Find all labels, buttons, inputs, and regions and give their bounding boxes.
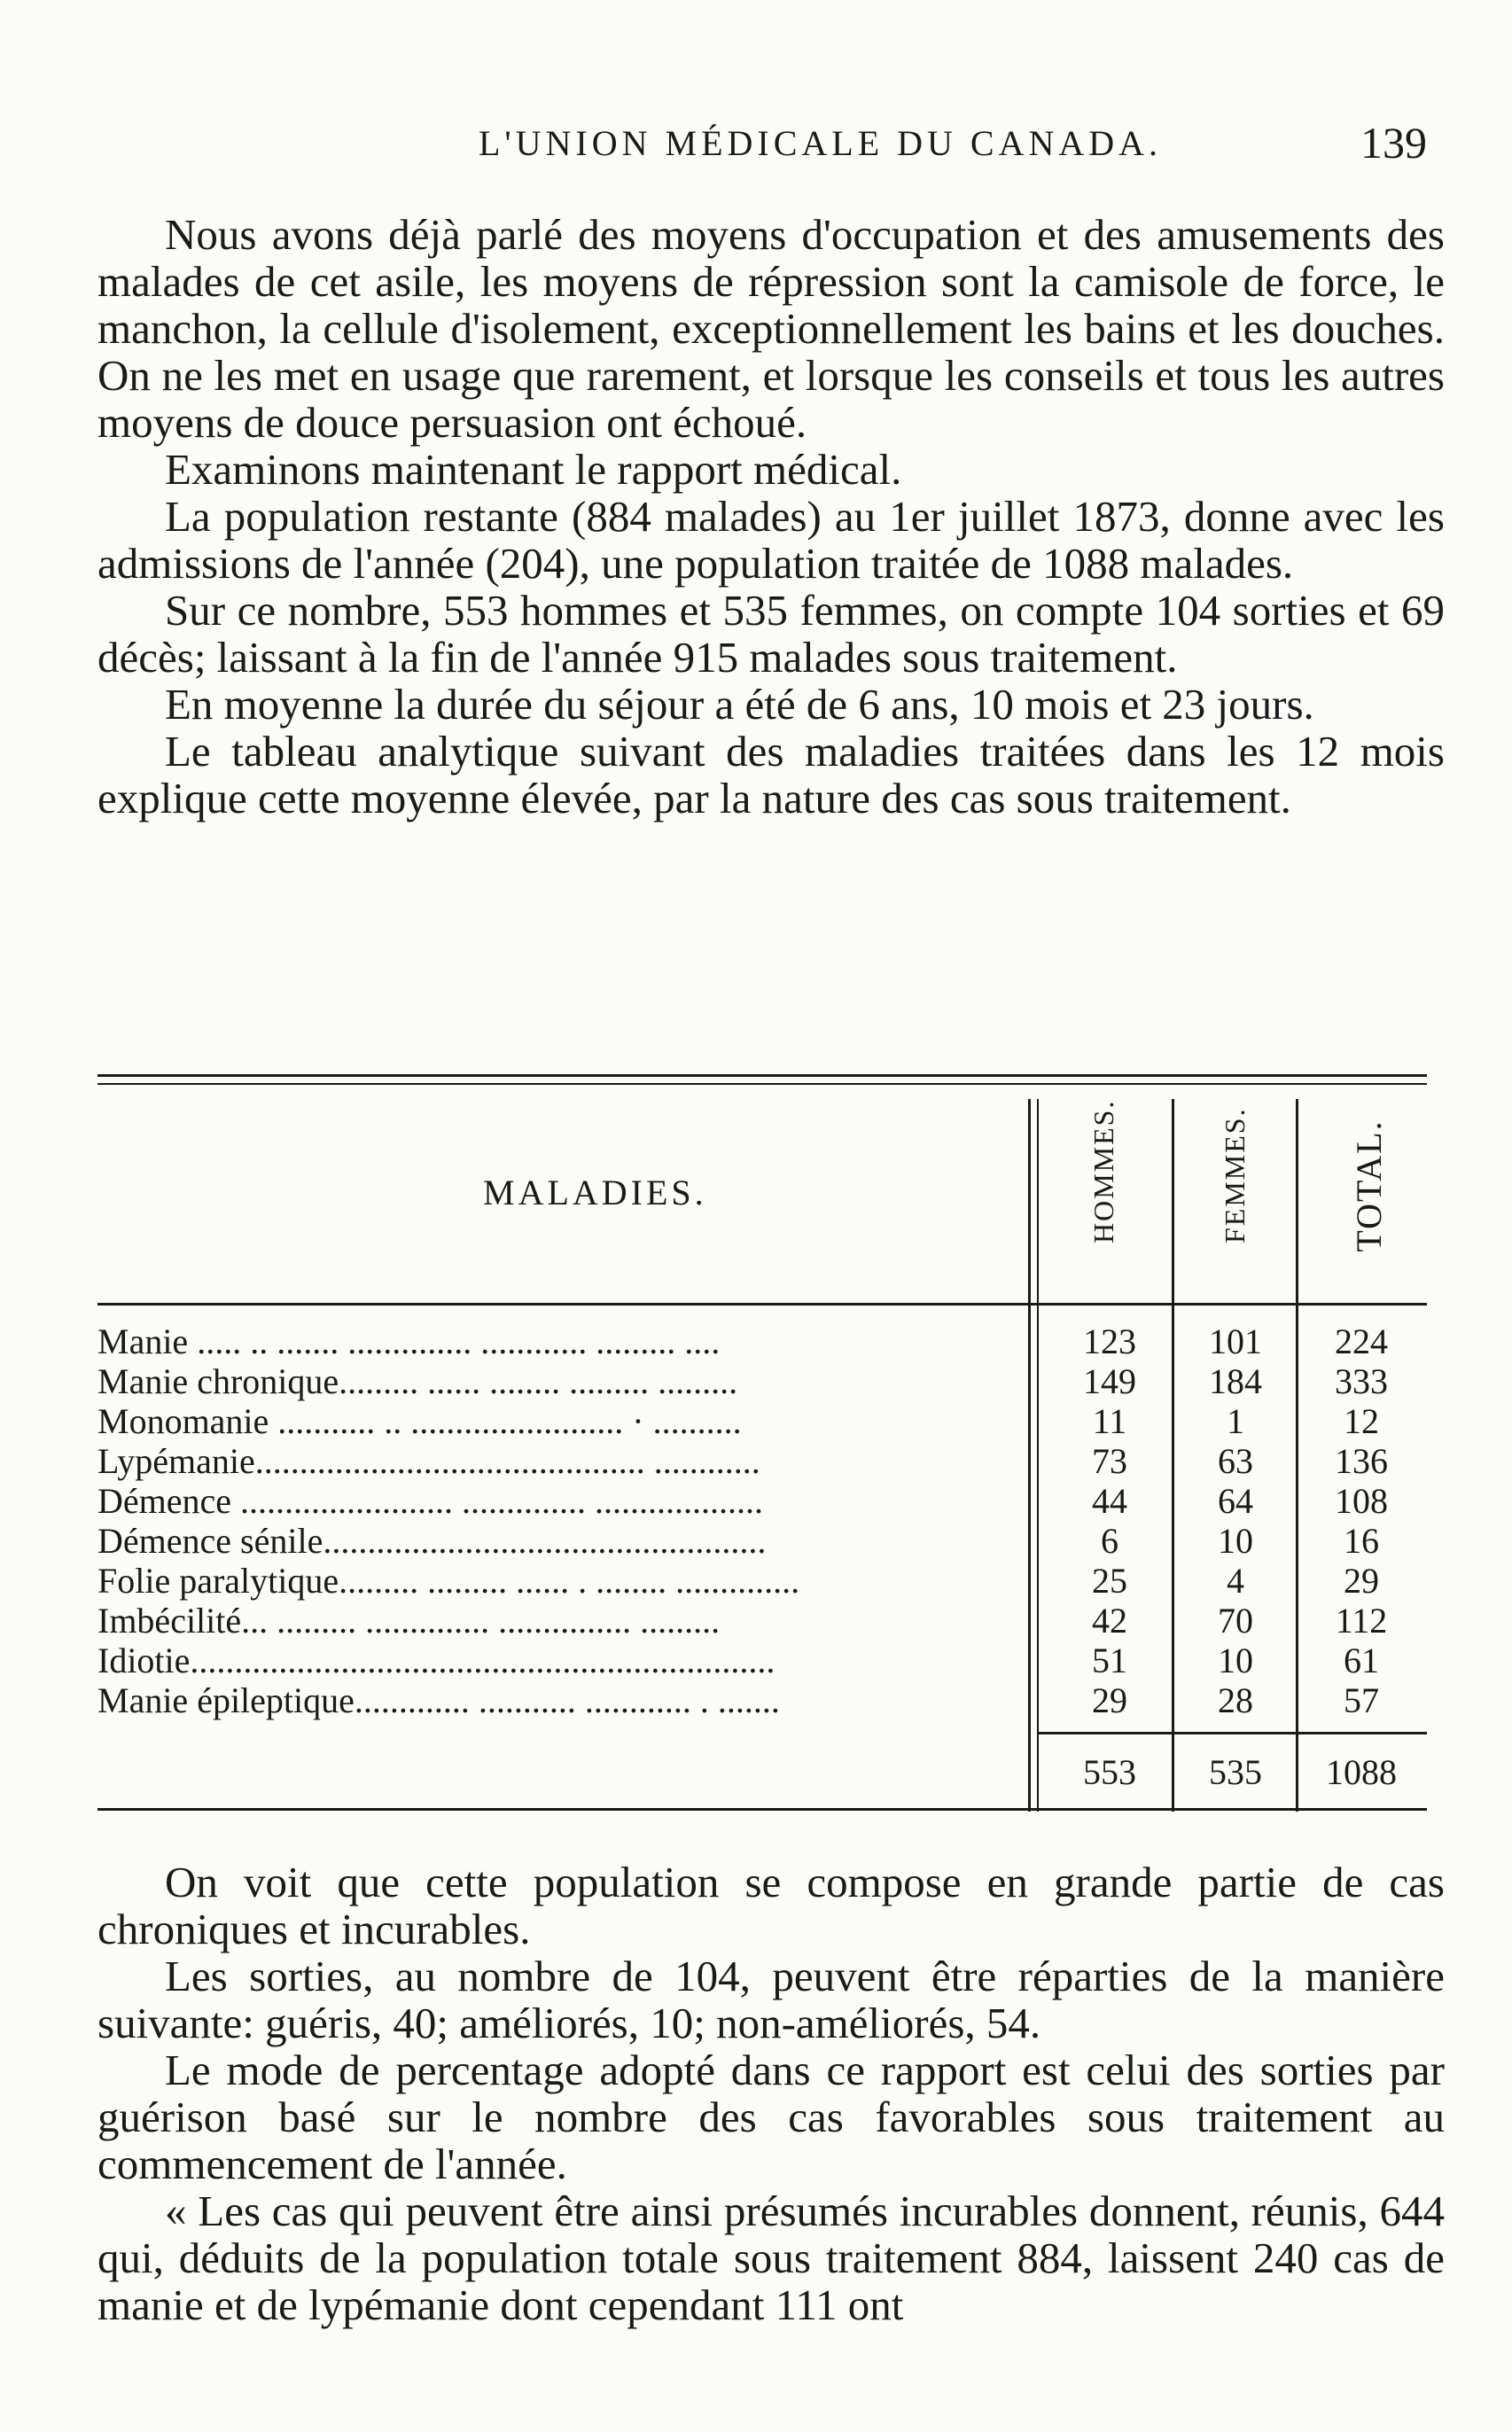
table-row [97,1641,1427,1680]
paragraph: Le mode de percentage adopté dans ce rapport est celui des sorties par guérison basé sur le nombre des cas favorables sous traitement au commencement de l'année. [97,2046,1445,2188]
table-bottom-rule [97,1808,1427,1811]
cell-femmes: 101 [1209,1321,1262,1361]
paragraph: Sur ce nombre, 553 hommes et 535 femmes, on compte 104 sorties et 69 décès; laissant à la fin de l'année 915 malades sous traitement. [97,586,1445,682]
cell-hommes: 29 [1092,1680,1127,1720]
table-top-rule [97,1074,1427,1077]
table-row [97,1562,1427,1601]
cell-total: 224 [1335,1321,1388,1361]
row-label: Imbécilité... ......... .............. ............... ......... [97,1602,721,1641]
table-row [97,1482,1427,1521]
body-text-top [97,211,1445,822]
row-label: Lypémanie............................................ ............ [97,1442,760,1481]
paragraph: « Les cas qui peuvent être ainsi présumés incurables donnent, réunis, 644 qui, déduits de la population totale sous traitement 884, laissent 240 cas de manie et de lypémanie dont cependant 111 ont [97,2186,1445,2329]
cell-femmes: 63 [1218,1441,1253,1481]
header-maladies: MALADIES. [483,1173,707,1212]
cell-total: 333 [1335,1361,1388,1401]
table-row [97,1602,1427,1641]
paragraph: Nous avons déjà parlé des moyens d'occupation et des amusements des malades de cet asile, les moyens de répression sont la camisole de force, le manchon, la cellule d'isolement, exceptionnellement les bains et les douches. On ne les met en usage que rarement, et lorsque les conseils et tous les autres moyens de douce persuasion ont échoué. [97,210,1445,447]
disease-table [97,1074,1427,1820]
row-label: Manie chronique......... ...... ........ ......... ......... [97,1362,738,1401]
paragraph: Examinons maintenant le rapport médical. [165,445,902,494]
cell-total: 57 [1344,1680,1379,1720]
totals-row [97,1753,1427,1792]
header-femmes: FEMMES. [1219,1107,1251,1243]
running-head [97,118,1427,175]
row-label: Démence sénile.................................................. [97,1522,767,1561]
paragraph: En moyenne la durée du séjour a été de 6 ans, 10 mois et 23 jours. [165,680,1314,729]
table-row [97,1681,1427,1720]
cell-hommes: 25 [1092,1561,1127,1601]
cell-femmes: 10 [1218,1641,1253,1680]
body-text-bottom [97,1859,1445,2328]
row-label: Manie ..... .. ....... .............. ............ ......... .... [97,1322,721,1361]
table-row [97,1442,1427,1481]
cell-total: 136 [1335,1441,1388,1481]
cell-hommes: 6 [1101,1521,1118,1561]
cell-hommes: 51 [1092,1641,1127,1680]
cell-total: 12 [1344,1401,1379,1441]
row-label: Idiotie.................................................................. [97,1641,775,1680]
row-label: Démence ........................ .............. ................... [97,1482,764,1521]
table-row [97,1322,1427,1361]
header-hommes: HOMMES. [1087,1099,1119,1243]
totals-rule [1039,1732,1427,1734]
table-top-rule-2 [97,1083,1427,1085]
cell-total: 108 [1335,1481,1388,1521]
cell-hommes: 123 [1083,1321,1136,1361]
cell-femmes: 10 [1218,1521,1253,1561]
paragraph: On voit que cette population se compose en grande partie de cas chroniques et incurables. [97,1858,1445,1953]
cell-femmes: 4 [1227,1561,1244,1601]
total-hommes: 553 [1083,1752,1136,1792]
cell-total: 112 [1335,1601,1388,1641]
page-number: 139 [1360,118,1427,168]
cell-femmes: 70 [1218,1601,1253,1641]
table-row [97,1362,1427,1401]
table-row [97,1522,1427,1561]
row-label: Monomanie ........... .. ........................ · .......... [97,1402,742,1441]
cell-total: 61 [1344,1641,1379,1680]
cell-hommes: 11 [1092,1401,1127,1441]
row-label: Manie épileptique............. ........... ............ . ....... [97,1681,780,1720]
cell-total: 29 [1344,1561,1379,1601]
paragraph: Le tableau analytique suivant des maladies traitées dans les 12 mois explique cette moyenne élevée, par la nature des cas sous traitement. [97,727,1445,822]
header-total: TOTAL. [1349,1119,1389,1252]
cell-femmes: 1 [1227,1401,1244,1441]
paragraph: La population restante (884 malades) au 1er juillet 1873, donne avec les admissions de l'année (204), une population traitée de 1088 malades. [97,492,1445,588]
table-row [97,1402,1427,1441]
cell-hommes: 73 [1092,1441,1127,1481]
header-bottom-rule [97,1303,1427,1306]
cell-femmes: 28 [1218,1680,1253,1720]
cell-femmes: 64 [1218,1481,1253,1521]
row-label: Folie paralytique......... ......... ...... . ........ .............. [97,1562,800,1601]
cell-total: 16 [1344,1521,1379,1561]
cell-femmes: 184 [1209,1361,1262,1401]
cell-hommes: 42 [1092,1601,1127,1641]
running-title: L'UNION MÉDICALE DU CANADA. [479,123,1163,163]
paragraph: Les sorties, au nombre de 104, peuvent être réparties de la manière suivante: guéris, 40; améliorés, 10; non-améliorés, 54. [97,1952,1445,2047]
cell-hommes: 44 [1092,1481,1127,1521]
cell-hommes: 149 [1083,1361,1136,1401]
total-femmes: 535 [1209,1752,1262,1792]
total-total: 1088 [1326,1752,1397,1792]
